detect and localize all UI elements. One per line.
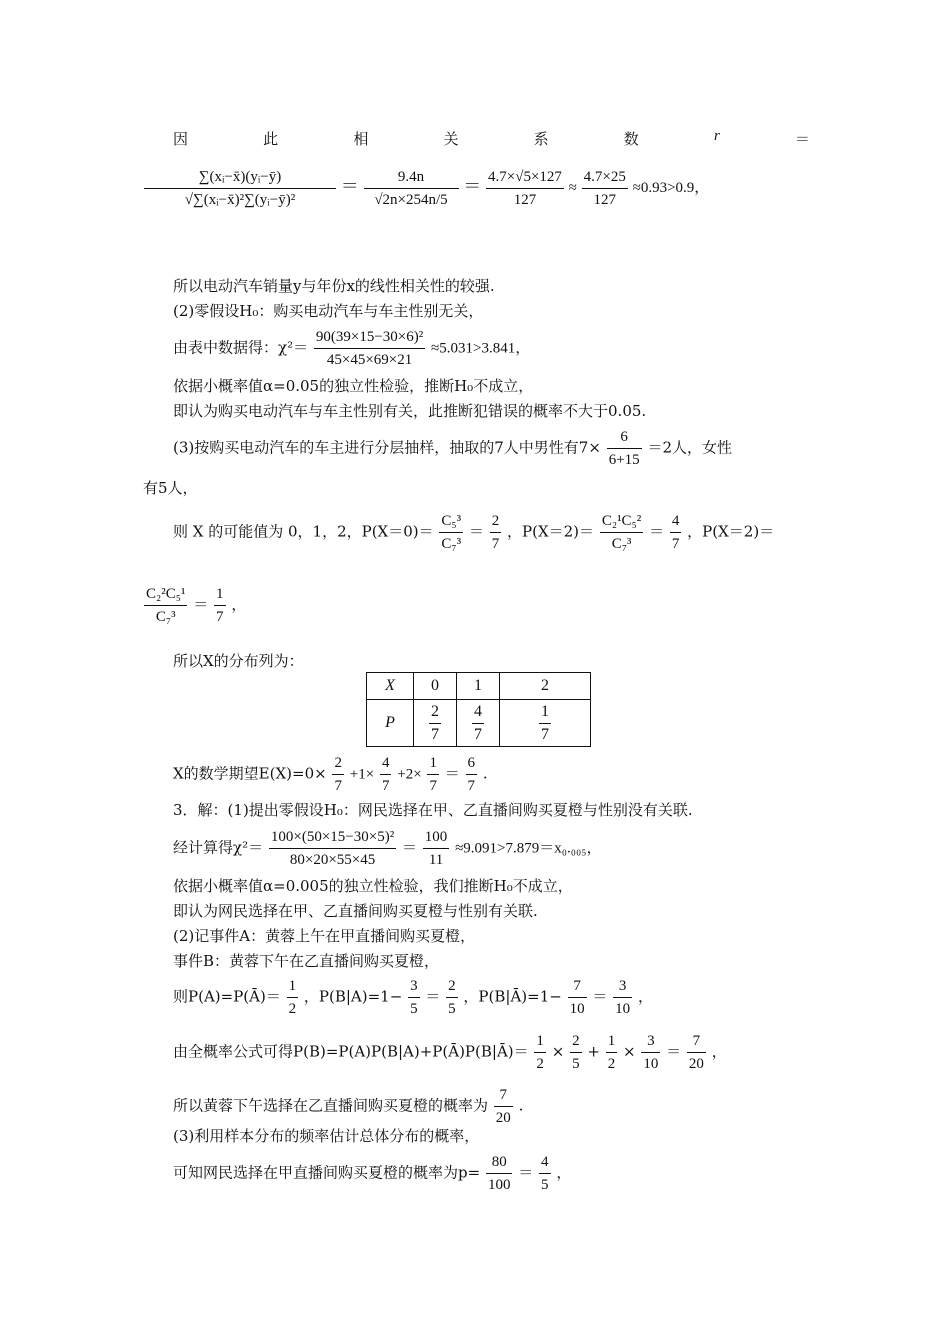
equals: ＝ (444, 764, 460, 783)
fraction-numerator: 100 (423, 826, 450, 849)
formula-prefix: 由表中数据得：χ²＝ (173, 338, 309, 357)
fraction-numerator: 2 (332, 752, 344, 775)
fraction-numerator: 6 (607, 426, 642, 449)
equals: ＝ (666, 1042, 682, 1061)
text-line: 事件B：黄蓉下午在乙直播间购买夏橙， (173, 952, 440, 970)
fraction-denominator: 2 (607, 1056, 616, 1072)
text: . (518, 1096, 524, 1115)
fraction-numerator: 7 (568, 975, 587, 998)
fraction-numerator: 1 (606, 1030, 618, 1053)
probability-line-2 (143, 583, 246, 628)
fraction-denominator: 11 (428, 852, 444, 868)
text-line: 依据小概率值α=0.005的独立性检验，我们推断H₀不成立， (173, 877, 573, 895)
fraction-numerator: 1 (539, 701, 551, 724)
fraction-denominator: √2n×254n/5 (374, 192, 448, 208)
table-cell: 2 (500, 673, 591, 700)
fraction-numerator: C₂²C₅¹ (144, 583, 187, 606)
operator: × (551, 1042, 565, 1061)
table-cell (457, 700, 500, 747)
fraction-numerator: 100×(50×15−30×5)² (269, 826, 396, 849)
text-line: (3)利用样本分布的频率估计总体分布的概率， (173, 1127, 480, 1145)
fraction-numerator: 1 (534, 1030, 546, 1053)
fraction-numerator: C₅³ (439, 510, 463, 533)
fraction-denominator: C₇³ (155, 609, 176, 625)
fraction-denominator: 7 (467, 778, 476, 794)
text: +2× (397, 766, 422, 783)
fraction-numerator: 7 (687, 1030, 706, 1053)
fraction-denominator: 5 (410, 1001, 418, 1017)
fraction-denominator: 20 (688, 1056, 704, 1072)
text: 所以黄蓉下午选择在乙直播间购买夏橙的概率为 (173, 1096, 489, 1115)
fraction-numerator: 7 (494, 1084, 513, 1107)
conditional-probability-line (173, 975, 653, 1020)
fraction-numerator: 9.4n (364, 166, 459, 189)
text: ，P(B|A)=1− (303, 987, 403, 1006)
text-line: 3．解：(1)提出零假设H₀：网民选择在甲、乙直播间购买夏橙与性别没有关联. (173, 801, 693, 819)
table-cell (500, 700, 591, 747)
fraction-numerator: 3 (408, 975, 420, 998)
text-line: (2)记事件A：黄蓉上午在甲直播间购买夏橙， (173, 927, 476, 945)
expectation-line (173, 752, 488, 797)
fraction-numerator: 6 (466, 752, 478, 775)
text: 由全概率公式可得P(B)=P(A)P(B|A)+P(Ā)P(B|Ā)＝ (173, 1042, 529, 1061)
text: ， (711, 1042, 727, 1061)
fraction-denominator: 5 (448, 1001, 456, 1017)
fraction-numerator: 4.7×√5×127 (486, 166, 564, 189)
text-line: 所以电动汽车销量y与年份x的线性相关性的较强. (173, 277, 495, 295)
fraction-denominator: 127 (593, 192, 616, 208)
fraction-denominator: C₇³ (611, 536, 632, 552)
fraction-numerator: 80 (486, 1151, 513, 1174)
text-line: 即认为购买电动汽车与车主性别有关，此推断犯错误的概率不大于0.05. (173, 402, 647, 420)
text: 则P(A)=P(Ā)＝ (173, 987, 281, 1006)
fraction-denominator: 2 (288, 1001, 297, 1017)
fraction-numerator: 2 (429, 701, 441, 724)
fraction-denominator: 7 (541, 725, 549, 743)
text: 则 X 的可能值为 0，1，2，P(X＝0)＝ (173, 522, 434, 541)
equals: ＝ (592, 987, 608, 1006)
equals: ＝ (193, 595, 209, 614)
char: 相 (353, 130, 369, 148)
fraction-denominator: 7 (429, 778, 437, 794)
fraction-denominator: 7 (491, 536, 500, 552)
fraction-denominator: 45×45×69×21 (326, 352, 413, 368)
conclusion-line (173, 1084, 523, 1129)
table-cell: X (367, 673, 414, 700)
spread-line (173, 128, 810, 149)
chi-square-formula-2 (173, 826, 601, 871)
table-row (367, 700, 591, 747)
fraction-denominator: 5 (541, 1177, 549, 1193)
fraction-numerator: 3 (641, 1030, 660, 1053)
text-line: 依据小概率值α=0.05的独立性检验，推断H₀不成立， (173, 377, 534, 395)
fraction-denominator: 7 (334, 778, 342, 794)
table-cell: 1 (457, 673, 500, 700)
fraction-numerator: 2 (446, 975, 458, 998)
probability-line (173, 510, 774, 555)
operator: × (622, 1042, 636, 1061)
char: 因 (173, 130, 189, 148)
fraction-numerator: 4.7×25 (582, 166, 628, 189)
text: ，P(X＝2)＝ (687, 522, 775, 541)
text: ， (556, 1163, 572, 1182)
fraction-denominator: 80×20×55×45 (289, 852, 376, 868)
char: 关 (443, 130, 459, 148)
fraction-numerator: 4 (472, 701, 484, 724)
equals: ＝ (402, 838, 418, 857)
fraction-numerator: 1 (427, 752, 439, 775)
text: +1× (349, 766, 375, 783)
text: ，P(B|Ā)=1− (463, 987, 562, 1006)
text-line: 有5人， (143, 479, 198, 497)
fraction-denominator: 2 (536, 1056, 544, 1072)
fraction-numerator: 4 (539, 1151, 551, 1174)
fraction-denominator: 7 (431, 725, 439, 743)
fraction-denominator: 7 (671, 536, 680, 552)
fraction-numerator: 90(39×15−30×6)² (314, 326, 425, 349)
formula-tail: ≈5.031>3.841， (431, 340, 531, 357)
fraction-numerator: 2 (570, 1030, 582, 1053)
text: 可知网民选择在甲直播间购买夏橙的概率为p= (173, 1163, 481, 1182)
formula-prefix: 经计算得χ²＝ (173, 838, 264, 857)
equals: ＝ (425, 987, 441, 1006)
equals: ＝ (649, 522, 665, 541)
table-cell (414, 700, 457, 747)
text: ， (637, 987, 653, 1006)
text: . (482, 764, 488, 783)
text-line: (2)零假设H₀：购买电动汽车与车主性别无关， (173, 302, 484, 320)
fraction-numerator: C₂¹C₅² (600, 510, 643, 533)
fraction-numerator: 1 (214, 583, 226, 606)
fraction-denominator: 6+15 (608, 452, 640, 468)
fraction-denominator: 10 (569, 1001, 585, 1017)
formula-tail: ≈9.091>7.879＝x₀.₀₀₅， (455, 840, 602, 857)
fraction-denominator: 127 (513, 192, 537, 208)
fraction-numerator: 1 (287, 975, 299, 998)
fraction-denominator: 10 (615, 1001, 631, 1017)
chi-square-formula (173, 326, 530, 371)
fraction-denominator: C₇³ (441, 536, 462, 552)
equals: ＝ (468, 522, 484, 541)
fraction-denominator: 7 (216, 609, 224, 625)
distribution-table (366, 672, 591, 747)
text: ＝2人，女性 (647, 438, 732, 457)
fraction-denominator: 10 (643, 1056, 659, 1072)
equals: ＝ (518, 1163, 534, 1182)
fraction-denominator: 7 (381, 778, 390, 794)
char: 此 (263, 130, 279, 148)
fraction-denominator: √∑(xᵢ−x̄)²∑(yᵢ−ȳ)² (184, 192, 296, 208)
fraction-numerator: 2 (490, 510, 502, 533)
correlation-formula: $\frac{\text{∑(xᵢ−x̄)(yᵢ−ȳ)}}{\text{√∑(xᵢ−x̄)²∑(yᵢ−ȳ)²}}$ ＝ $\frac{9.4n}{√2n\times 254n/5}$ ＝ $\frac{4.7\times√5\times 127}{127}$ ≈ $\frac{4.7\times 25}{127}$ ≈0.93>0.9， (143, 166, 709, 211)
fraction-numerator: 3 (613, 975, 632, 998)
operator: + (587, 1042, 600, 1061)
fraction-denominator: 7 (474, 725, 482, 743)
char: 系 (533, 130, 549, 148)
char: ＝ (794, 130, 810, 148)
text: (3)按购买电动汽车的车主进行分层抽样，抽取的7人中男性有7× (173, 438, 601, 457)
total-probability-line (173, 1030, 727, 1075)
frequency-line (173, 1151, 571, 1196)
char: 数 (623, 130, 639, 148)
formula-tail: ≈0.93>0.9， (632, 179, 710, 196)
text-line: 所以X的分布列为： (173, 652, 304, 670)
table-header-row (367, 673, 591, 700)
text: ， (231, 595, 247, 614)
fraction-denominator: 100 (487, 1177, 511, 1193)
sampling-line (173, 426, 732, 471)
table-cell: 0 (414, 673, 457, 700)
fraction-denominator: 20 (495, 1110, 511, 1126)
table-cell: P (367, 700, 414, 747)
fraction-numerator: ∑(xᵢ−x̄)(yᵢ−ȳ) (144, 166, 336, 189)
text: X的数学期望E(X)=0× (173, 764, 327, 783)
text: ，P(X＝2)＝ (507, 522, 595, 541)
text-line: 即认为网民选择在甲、乙直播间购买夏橙与性别有关联. (173, 902, 538, 920)
fraction-denominator: 5 (572, 1056, 580, 1072)
char: r (713, 128, 720, 144)
fraction-numerator: 4 (670, 510, 682, 533)
fraction-numerator: 4 (380, 752, 392, 775)
